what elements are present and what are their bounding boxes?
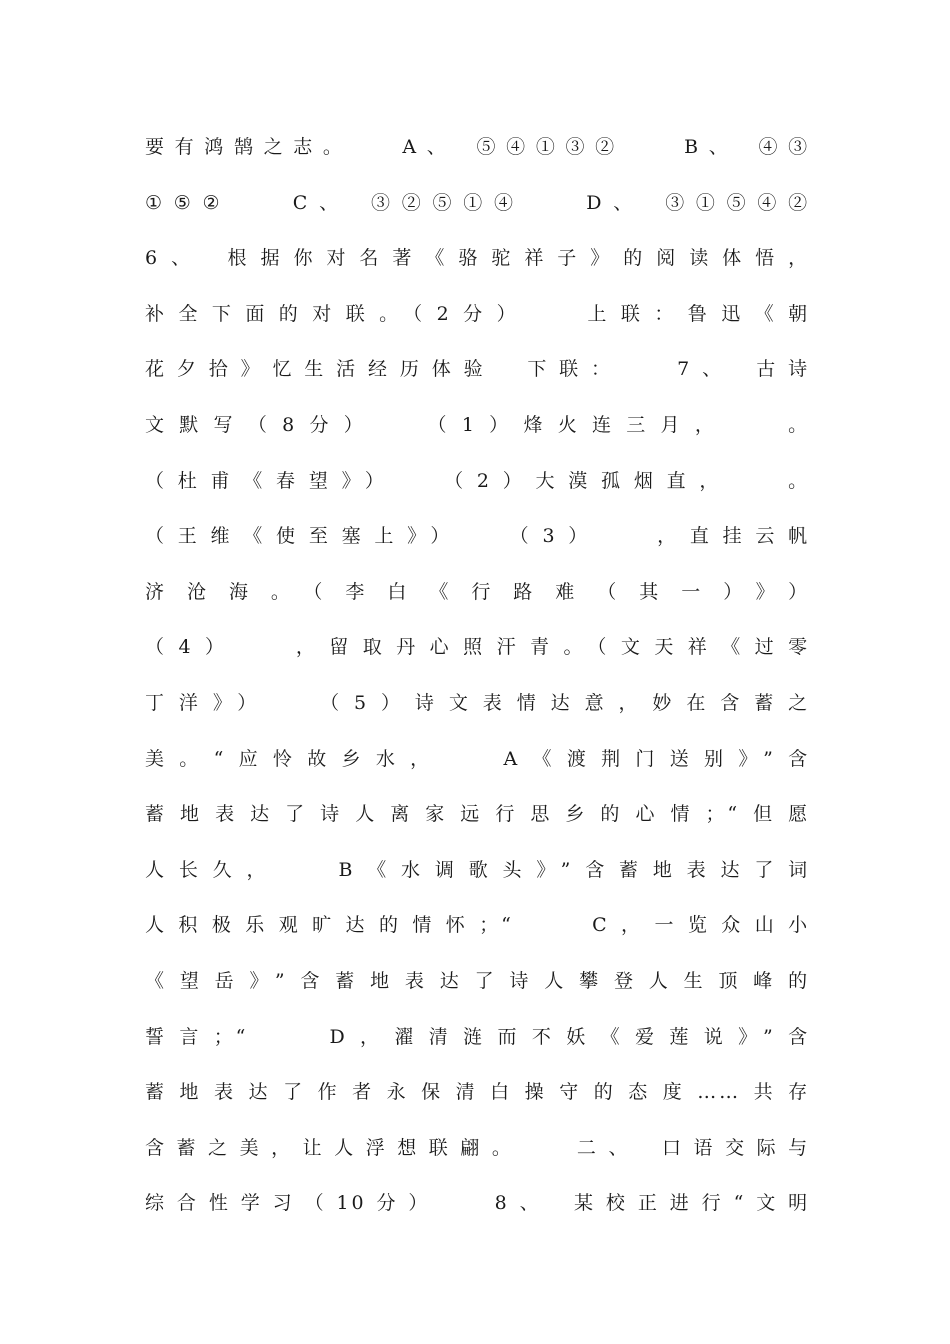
text-line-8: （王维《使至塞上》） （3） ，直挂云帆 (145, 525, 810, 548)
text-line-3: 6、 根据你对名著《骆驼祥子》的阅读体悟， (145, 247, 810, 270)
text-line-12: 美。“应怜故乡水， A《渡荆门送别》”含 (145, 747, 810, 770)
text-line-10: （4） ，留取丹心照汗青。（文天祥《过零 (145, 636, 810, 659)
text-line-15: 人积极乐观旷达的情怀；“ C，一览众山小 (145, 914, 810, 937)
text-line-4: 补全下面的对联。（2分） 上联：鲁迅《朝 (145, 302, 810, 325)
text-line-18: 蓄地表达了作者永保清白操守的态度……共存 (145, 1081, 810, 1104)
body-text (145, 120, 810, 1232)
text-line-17: 誓言；“ D，濯清涟而不妖《爱莲说》”含 (145, 1025, 810, 1048)
text-line-5: 花夕拾》忆生活经历体验 下联： 7、 古诗 (145, 358, 810, 381)
text-line-14: 人长久， B《水调歌头》”含蓄地表达了词 (145, 858, 810, 881)
text-line-7: （杜甫《春望》） （2）大漠孤烟直， 。 (145, 469, 810, 492)
text-line-1: 要有鸿鹄之志。 A、 ⑤④①③② B、 ④③ (145, 136, 810, 158)
text-line-16: 《望岳》”含蓄地表达了诗人攀登人生顶峰的 (145, 969, 810, 992)
text-line-11: 丁洋》） （5）诗文表情达意，妙在含蓄之 (145, 691, 810, 714)
text-line-13: 蓄地表达了诗人离家远行思乡的心情；“但愿 (145, 803, 810, 826)
text-line-19: 含蓄之美，让人浮想联翩。 二、 口语交际与 (145, 1136, 810, 1159)
text-line-6: 文默写（8分） （1）烽火连三月， 。 (145, 413, 810, 436)
text-line-2: ①⑤② C、 ③②⑤①④ D、 ③①⑤④② (145, 191, 810, 214)
text-line-9: 济沧海。（李白《行路难（其一）》） (145, 580, 810, 603)
text-line-20: 综合性学习（10分） 8、 某校正进行“文明 (145, 1192, 810, 1215)
